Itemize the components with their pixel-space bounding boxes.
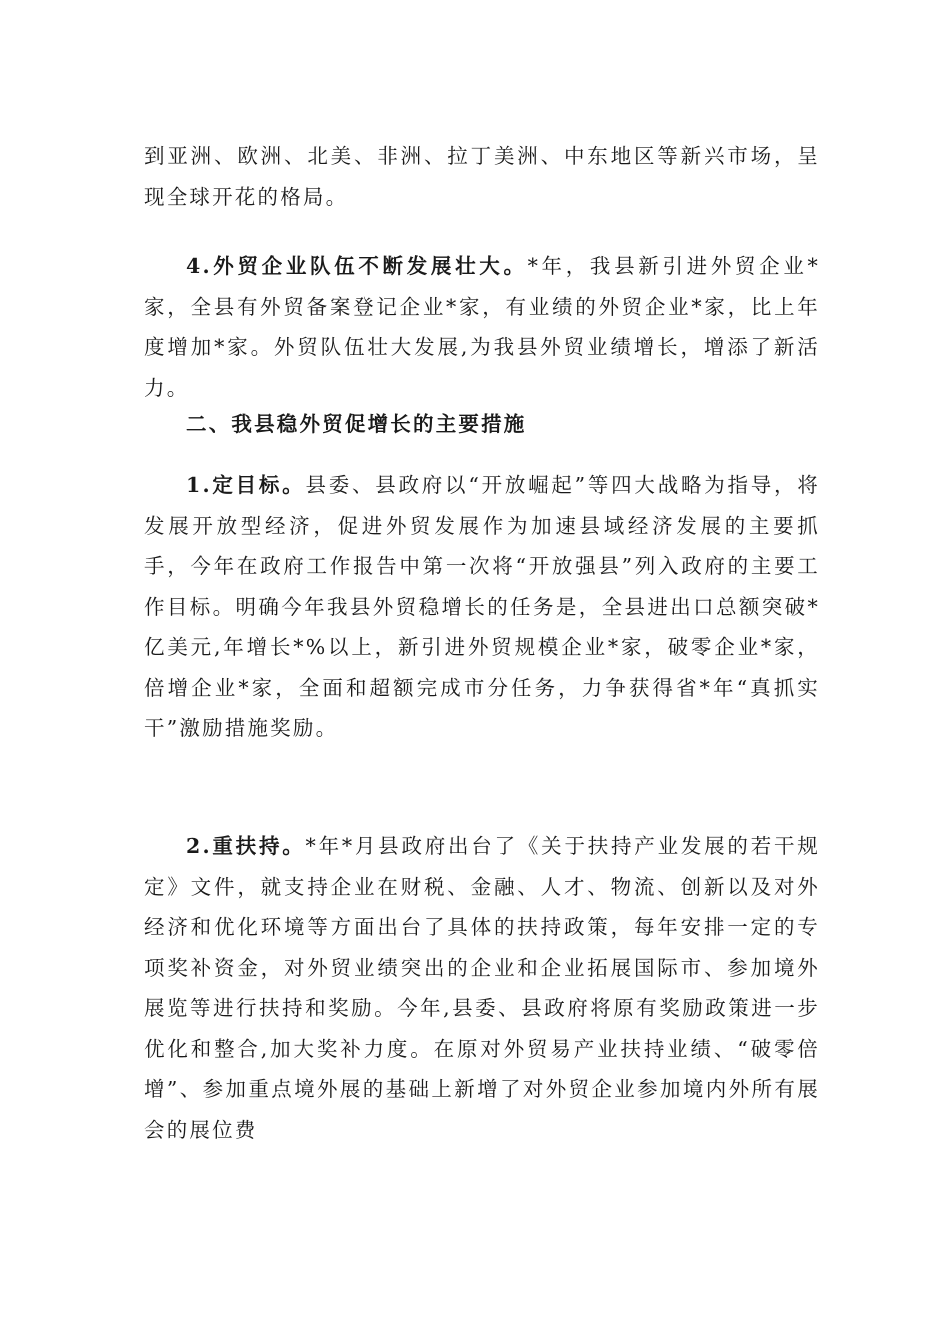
paragraph-item-4-text: *年，我县新引进外贸企业*家，全县有外贸备案登记企业*家，有业绩的外贸企业*家，比上年度增加*家。外贸队伍壮大发展,为我县外贸业绩增长，增添了新活力。 — [144, 254, 820, 400]
section-heading-text: 二、我县稳外贸促增长的主要措施 — [186, 412, 527, 436]
paragraph-continuation-text: 到亚洲、欧洲、北美、非洲、拉丁美洲、中东地区等新兴市场，呈现全球开花的格局。 — [144, 144, 820, 209]
paragraph-measure-2-lead: 2.重扶持。 — [186, 834, 306, 858]
paragraph-measure-2-text: *年*月县政府出台了《关于扶持产业发展的若干规定》文件，就支持企业在财税、金融、人才、物流、创新以及对外经济和优化环境等方面出台了具体的扶持政策，每年安排一定的专项奖补资金，对外贸业绩突出的企业和企业拓展国际市、参加境外展览等进行扶持和奖励。今年,县委、县政府将原有奖励政策进一步优化和整合,加大奖补力度。在原对外贸易产业扶持业绩、“破零倍增”、参加重点境外展的基础上新增了对外贸企业参加境内外所有展会的展位费 — [144, 834, 820, 1142]
paragraph-measure-1-lead: 1.定目标。 — [186, 473, 306, 497]
section-heading — [144, 404, 820, 445]
paragraph-item-4 — [144, 246, 820, 408]
paragraph-measure-1 — [144, 465, 820, 749]
paragraph-measure-2 — [144, 826, 820, 1150]
paragraph-continuation — [144, 136, 820, 217]
paragraph-measure-1-text: 县委、县政府以“开放崛起”等四大战略为指导，将发展开放型经济，促进外贸发展作为加速县域经济发展的主要抓手，今年在政府工作报告中第一次将“开放强县”列入政府的主要工作目标。明确今年我县外贸稳增长的任务是，全县进出口总额突破*亿美元,年增长*%以上，新引进外贸规模企业*家，破零企业*家，倍增企业*家，全面和超额完成市分任务，力争获得省*年“真抓实干”激励措施奖励。 — [144, 473, 821, 740]
paragraph-item-4-lead: 4.外贸企业队伍不断发展壮大。 — [186, 254, 528, 278]
